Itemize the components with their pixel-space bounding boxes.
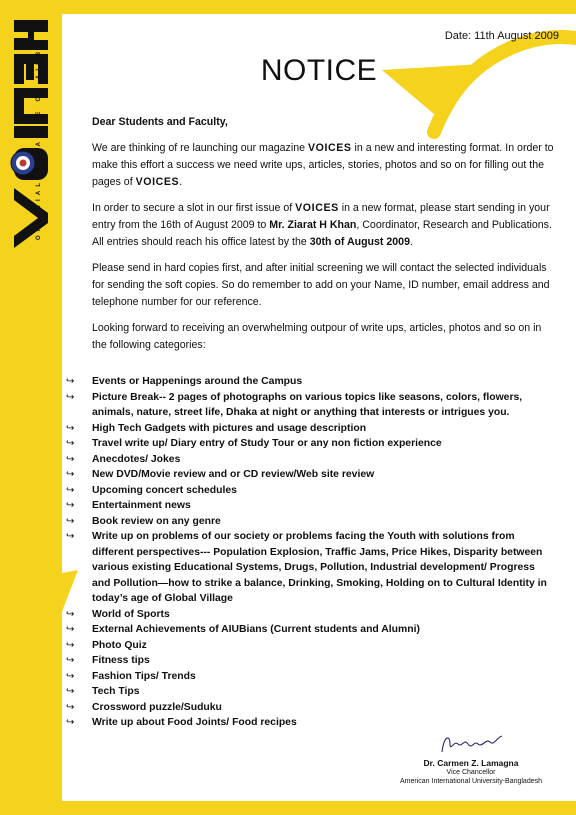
signatory-position: Vice Chancellor xyxy=(446,769,496,776)
curved-arrow-bullet-icon: ↪ xyxy=(66,484,75,496)
text-segment: In order to secure a slot in our first issue of xyxy=(92,202,296,214)
curved-arrow-bullet-icon: ↪ xyxy=(66,469,75,480)
deadline-date: 30th of August 2009 xyxy=(309,236,410,248)
category-text: External Achievements of AIUBians (Current students and Alumni) xyxy=(92,624,420,635)
curved-arrow-bullet-icon: ↪ xyxy=(66,391,75,403)
notice-body xyxy=(92,114,554,363)
paragraph-categories-intro: Looking forward to receiving an overwhelming outpour of write ups, articles, photos and so on in the following categories: xyxy=(92,322,542,351)
curved-arrow-bullet-icon: ↪ xyxy=(66,453,75,465)
signatory-name: Dr. Carmen Z. Lamagna xyxy=(423,758,519,768)
category-text: Fashion Tips/ Trends xyxy=(92,670,196,682)
curved-arrow-bullet-icon: ↪ xyxy=(66,639,75,651)
curved-arrow-bullet-icon: ↪ xyxy=(66,500,75,511)
category-text: Write up about Food Joints/ Food recipes xyxy=(92,717,297,728)
curved-arrow-bullet-icon: ↪ xyxy=(66,608,75,620)
paragraph-intro xyxy=(92,140,554,191)
brand-word: VOICES xyxy=(295,202,339,214)
category-text: Fitness tips xyxy=(92,655,150,666)
list-item xyxy=(66,498,556,514)
category-text: Anecdotes/ Jokes xyxy=(92,453,181,465)
list-item xyxy=(66,529,556,607)
category-text: Book review on any genre xyxy=(92,515,221,527)
list-item xyxy=(66,514,556,530)
category-text: Photo Quiz xyxy=(92,639,147,651)
category-text: Travel write up/ Diary entry of Study Tour or any non fiction experience xyxy=(92,438,442,449)
category-text: Crossword puzzle/Suduku xyxy=(92,701,222,713)
list-item xyxy=(66,467,556,483)
text-segment: We are thinking of re launching our magazine xyxy=(92,142,308,154)
list-item xyxy=(66,669,556,685)
category-text: Write up on problems of our society or problems facing the Youth with solutions from different perspectives--- Population Explosion, Traffic Jams, Price Hikes, Disparity between various existing Educational Systems, Drugs, Pollution, Industrial development/ Progress and Pollution—how to strike a balance, Drinking, Smoking, Holding on to Cultural Identity in today’s age of Global Village xyxy=(92,531,547,604)
list-item xyxy=(66,684,556,700)
category-text: High Tech Gadgets with pictures and usage description xyxy=(92,422,367,434)
list-item xyxy=(66,452,556,468)
university-seal-icon xyxy=(10,150,36,176)
list-item xyxy=(66,715,556,731)
handwritten-signature xyxy=(436,730,506,758)
curved-arrow-bullet-icon: ↪ xyxy=(66,438,75,449)
text-segment: . xyxy=(409,236,413,248)
list-item xyxy=(66,653,556,669)
category-list xyxy=(66,374,556,731)
category-text: New DVD/Movie review and or CD review/Web site review xyxy=(92,469,375,480)
curved-arrow-bullet-icon: ↪ xyxy=(66,655,75,666)
list-item xyxy=(66,390,556,421)
text-segment: in a new format, please start sending in your entry from the 16th of August 2009 to xyxy=(92,202,550,231)
list-item xyxy=(66,622,556,638)
list-item xyxy=(66,374,556,390)
signature-block xyxy=(386,730,556,786)
category-text: Events or Happenings around the Campus xyxy=(92,376,303,387)
brand-word: VOICES xyxy=(135,176,180,188)
curved-arrow-bullet-icon: ↪ xyxy=(66,376,75,387)
text-segment: . xyxy=(179,176,183,188)
category-text: Entertainment news xyxy=(92,500,191,511)
curved-arrow-bullet-icon: ↪ xyxy=(66,515,75,527)
curved-arrow-bullet-icon: ↪ xyxy=(66,717,75,728)
list-item xyxy=(66,483,556,499)
category-text: World of Sports xyxy=(92,608,170,620)
list-item xyxy=(66,700,556,716)
signatory-institution: American International University-Bangladesh xyxy=(399,778,543,785)
curved-arrow-bullet-icon: ↪ xyxy=(66,624,75,635)
swoosh-arrow-decoration-bottom xyxy=(0,560,78,815)
list-item xyxy=(66,638,556,654)
text-segment: , Coordinator, Research and Publications. All entries should reach his office latest by the xyxy=(92,219,552,248)
curved-arrow-bullet-icon: ↪ xyxy=(66,701,75,713)
paragraph-submission xyxy=(92,200,554,251)
paragraph-hard-copies: Please send in hard copies first, and after initial screening we will contact the selected individuals for sending the soft copies. So do remember to add on your Name, ID number, email address and telephone number for our reference. xyxy=(92,262,550,308)
curved-arrow-bullet-icon: ↪ xyxy=(66,422,75,434)
contact-name: Mr. Ziarat H Khan xyxy=(269,219,357,231)
curved-arrow-bullet-icon: ↪ xyxy=(66,531,75,542)
curved-arrow-bullet-icon: ↪ xyxy=(66,686,75,697)
list-item xyxy=(66,436,556,452)
text-segment: in a new and interesting format. In order to make this effort a success we need write ups, articles, stories, photos and so on for filling out the pages of xyxy=(92,142,554,188)
curved-arrow-bullet-icon: ↪ xyxy=(66,670,75,682)
list-item xyxy=(66,421,556,437)
category-text: Upcoming concert schedules xyxy=(92,484,237,496)
notice-date: Date: 11th August 2009 xyxy=(444,30,559,42)
magazine-tagline: OFFICIAL MAGAZINE OF AIUB xyxy=(36,47,42,240)
category-text: Picture Break-- 2 pages of photographs on various topics like seasons, colors, flowers, animals, nature, street life, Dhaka at night or anything that interests or intrigues you. xyxy=(92,391,523,418)
category-text: Tech Tips xyxy=(92,686,140,697)
salutation: Dear Students and Faculty, xyxy=(92,116,228,128)
list-item xyxy=(66,607,556,623)
brand-word: VOICES xyxy=(307,142,352,154)
notice-title: NOTICE xyxy=(260,54,378,87)
